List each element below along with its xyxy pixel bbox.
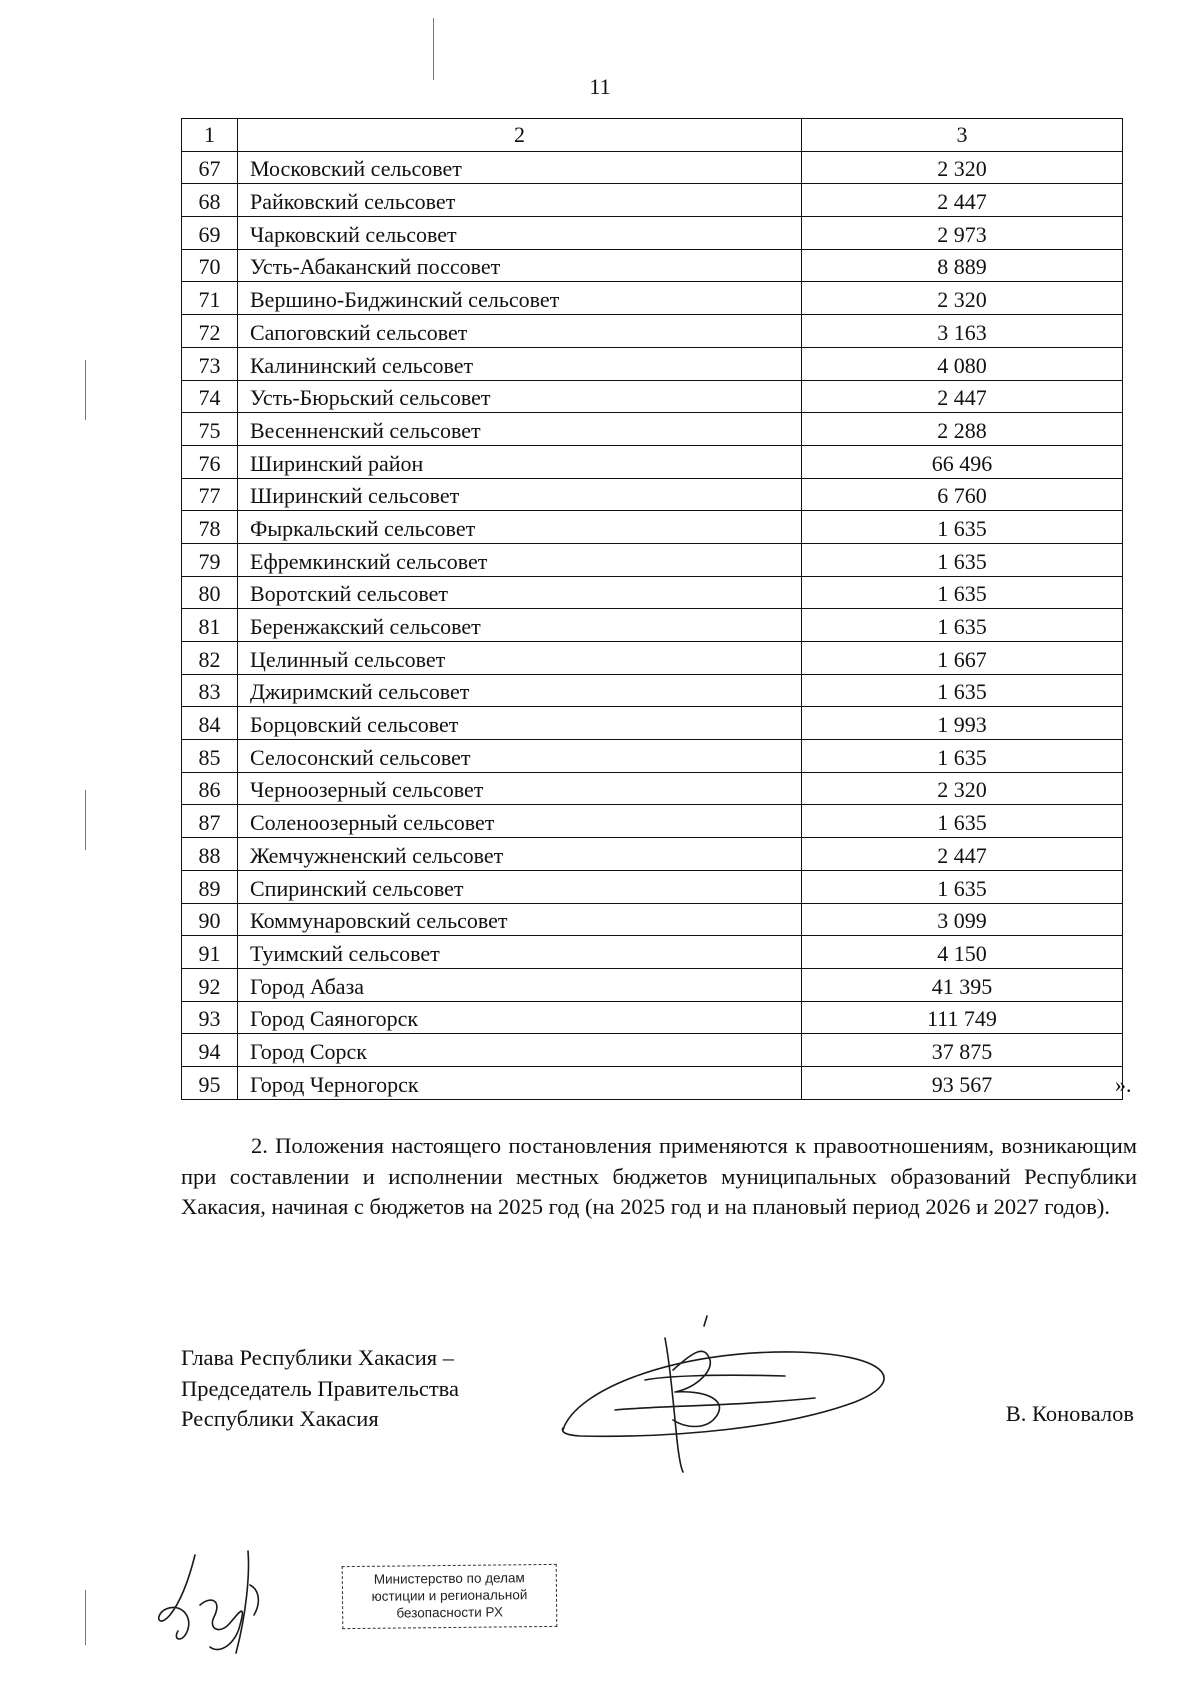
amount-cell: 111 749 <box>802 1001 1123 1034</box>
row-number-cell: 67 <box>182 151 238 184</box>
row-number-cell: 74 <box>182 380 238 413</box>
stamp-line: юстиции и региональной <box>371 1587 528 1604</box>
amount-cell: 1 635 <box>802 576 1123 609</box>
municipality-name-cell: Воротский сельсовет <box>238 576 802 609</box>
amount-cell: 2 320 <box>802 151 1123 184</box>
table-row <box>182 184 1123 217</box>
municipality-name-cell: Райковский сельсовет <box>238 184 802 217</box>
table-row <box>182 413 1123 446</box>
municipality-name-cell: Город Абаза <box>238 968 802 1001</box>
municipality-name-cell: Черноозерный сельсовет <box>238 772 802 805</box>
municipality-name-cell: Коммунаровский сельсовет <box>238 903 802 936</box>
municipality-name-cell: Город Саяногорск <box>238 1001 802 1034</box>
amount-cell: 8 889 <box>802 249 1123 282</box>
amount-cell: 1 635 <box>802 870 1123 903</box>
row-number-cell: 89 <box>182 870 238 903</box>
row-number-cell: 69 <box>182 217 238 250</box>
row-number-cell: 84 <box>182 707 238 740</box>
header-col-2: 2 <box>238 119 802 152</box>
municipality-name-cell: Усть-Бюрьский сельсовет <box>238 380 802 413</box>
table-row <box>182 936 1123 969</box>
row-number-cell: 77 <box>182 478 238 511</box>
table-row <box>182 903 1123 936</box>
municipality-name-cell: Вершино-Биджинский сельсовет <box>238 282 802 315</box>
amount-cell: 1 635 <box>802 543 1123 576</box>
table-row <box>182 1066 1123 1099</box>
amount-cell: 6 760 <box>802 478 1123 511</box>
table-row <box>182 772 1123 805</box>
row-number-cell: 81 <box>182 609 238 642</box>
municipality-name-cell: Весенненский сельсовет <box>238 413 802 446</box>
municipality-name-cell: Туимский сельсовет <box>238 936 802 969</box>
handwritten-signature <box>555 1310 915 1475</box>
amount-cell: 1 635 <box>802 511 1123 544</box>
row-number-cell: 87 <box>182 805 238 838</box>
row-number-cell: 70 <box>182 249 238 282</box>
table-header-row <box>182 119 1123 152</box>
table-row <box>182 543 1123 576</box>
municipality-name-cell: Ефремкинский сельсовет <box>238 543 802 576</box>
municipality-name-cell: Жемчужненский сельсовет <box>238 838 802 871</box>
allocation-table <box>181 118 1123 1100</box>
table-row <box>182 642 1123 675</box>
table-row <box>182 870 1123 903</box>
table-row <box>182 249 1123 282</box>
table-row <box>182 707 1123 740</box>
handwritten-initials <box>150 1545 280 1660</box>
municipality-name-cell: Московский сельсовет <box>238 151 802 184</box>
row-number-cell: 86 <box>182 772 238 805</box>
row-number-cell: 75 <box>182 413 238 446</box>
table-row <box>182 805 1123 838</box>
municipality-name-cell: Джиримский сельсовет <box>238 674 802 707</box>
row-number-cell: 80 <box>182 576 238 609</box>
municipality-name-cell: Чарковский сельсовет <box>238 217 802 250</box>
row-number-cell: 88 <box>182 838 238 871</box>
table-row <box>182 282 1123 315</box>
table-row <box>182 1034 1123 1067</box>
amount-cell: 1 635 <box>802 805 1123 838</box>
row-number-cell: 92 <box>182 968 238 1001</box>
municipality-name-cell: Целинный сельсовет <box>238 642 802 675</box>
closing-quote: ». <box>1115 1072 1132 1097</box>
table-row <box>182 968 1123 1001</box>
amount-cell: 1 635 <box>802 674 1123 707</box>
table-row <box>182 674 1123 707</box>
signatory-title-line: Глава Республики Хакасия – <box>181 1345 455 1370</box>
row-number-cell: 82 <box>182 642 238 675</box>
amount-cell: 1 635 <box>802 740 1123 773</box>
signatory-title-line: Председатель Правительства <box>181 1375 459 1401</box>
table-row <box>182 838 1123 871</box>
row-number-cell: 85 <box>182 740 238 773</box>
table-row <box>182 576 1123 609</box>
stamp-line: Министерство по делам <box>373 1570 525 1587</box>
row-number-cell: 78 <box>182 511 238 544</box>
amount-cell: 2 320 <box>802 772 1123 805</box>
municipality-name-cell: Усть-Абаканский поссовет <box>238 249 802 282</box>
table-row <box>182 511 1123 544</box>
amount-cell: 2 320 <box>802 282 1123 315</box>
table-row <box>182 151 1123 184</box>
municipality-name-cell: Ширинский сельсовет <box>238 478 802 511</box>
municipality-name-cell: Соленоозерный сельсовет <box>238 805 802 838</box>
row-number-cell: 94 <box>182 1034 238 1067</box>
ministry-stamp <box>342 1564 558 1629</box>
amount-cell: 66 496 <box>802 445 1123 478</box>
page-number: 11 <box>589 74 611 99</box>
row-number-cell: 95 <box>182 1066 238 1099</box>
municipality-name-cell: Ширинский район <box>238 445 802 478</box>
amount-cell: 2 973 <box>802 217 1123 250</box>
table-row <box>182 315 1123 348</box>
municipality-name-cell: Город Черногорск <box>238 1066 802 1099</box>
signatory-title-line: Республики Хакасия <box>181 1406 379 1431</box>
table-row <box>182 380 1123 413</box>
amount-cell: 2 447 <box>802 838 1123 871</box>
amount-cell: 3 163 <box>802 315 1123 348</box>
amount-cell: 93 567 <box>802 1066 1123 1099</box>
municipality-name-cell: Спиринский сельсовет <box>238 870 802 903</box>
row-number-cell: 79 <box>182 543 238 576</box>
municipality-name-cell: Беренжакский сельсовет <box>238 609 802 642</box>
header-col-3: 3 <box>802 119 1123 152</box>
row-number-cell: 71 <box>182 282 238 315</box>
amount-cell: 4 150 <box>802 936 1123 969</box>
signatory-title <box>181 1343 459 1435</box>
scan-artifact-line <box>85 790 86 850</box>
amount-cell: 1 635 <box>802 609 1123 642</box>
row-number-cell: 93 <box>182 1001 238 1034</box>
table-row <box>182 740 1123 773</box>
municipality-name-cell: Сапоговский сельсовет <box>238 315 802 348</box>
amount-cell: 41 395 <box>802 968 1123 1001</box>
amount-cell: 2 447 <box>802 380 1123 413</box>
table-row <box>182 478 1123 511</box>
row-number-cell: 73 <box>182 347 238 380</box>
amount-cell: 2 447 <box>802 184 1123 217</box>
amount-cell: 3 099 <box>802 903 1123 936</box>
row-number-cell: 72 <box>182 315 238 348</box>
amount-cell: 4 080 <box>802 347 1123 380</box>
scan-artifact-line <box>433 18 434 80</box>
table-row <box>182 1001 1123 1034</box>
header-col-1: 1 <box>182 119 238 152</box>
clause-2-paragraph: 2. Положения настоящего постановления применяются к правоотношениям, возникающим при составлении и исполнении местных бюджетов муниципальных образований Республики Хакасия, начиная с бюджетов на 2025 год (на 2025 год и на плановый период 2026 и 2027 годов). <box>181 1133 1137 1219</box>
municipality-name-cell: Фыркальский сельсовет <box>238 511 802 544</box>
amount-cell: 1 667 <box>802 642 1123 675</box>
amount-cell: 37 875 <box>802 1034 1123 1067</box>
row-number-cell: 68 <box>182 184 238 217</box>
scan-artifact-line <box>85 1590 86 1645</box>
signer-name: В. Коновалов <box>1005 1401 1134 1426</box>
municipality-name-cell: Селосонский сельсовет <box>238 740 802 773</box>
allocation-table-wrapper <box>181 118 1123 1100</box>
table-row <box>182 347 1123 380</box>
row-number-cell: 90 <box>182 903 238 936</box>
row-number-cell: 91 <box>182 936 238 969</box>
table-row <box>182 445 1123 478</box>
amount-cell: 1 993 <box>802 707 1123 740</box>
table-row <box>182 609 1123 642</box>
municipality-name-cell: Калининский сельсовет <box>238 347 802 380</box>
table-row <box>182 217 1123 250</box>
stamp-line: безопасности РХ <box>396 1604 503 1621</box>
municipality-name-cell: Город Сорск <box>238 1034 802 1067</box>
row-number-cell: 83 <box>182 674 238 707</box>
amount-cell: 2 288 <box>802 413 1123 446</box>
scan-artifact-line <box>85 360 86 420</box>
row-number-cell: 76 <box>182 445 238 478</box>
municipality-name-cell: Борцовский сельсовет <box>238 707 802 740</box>
